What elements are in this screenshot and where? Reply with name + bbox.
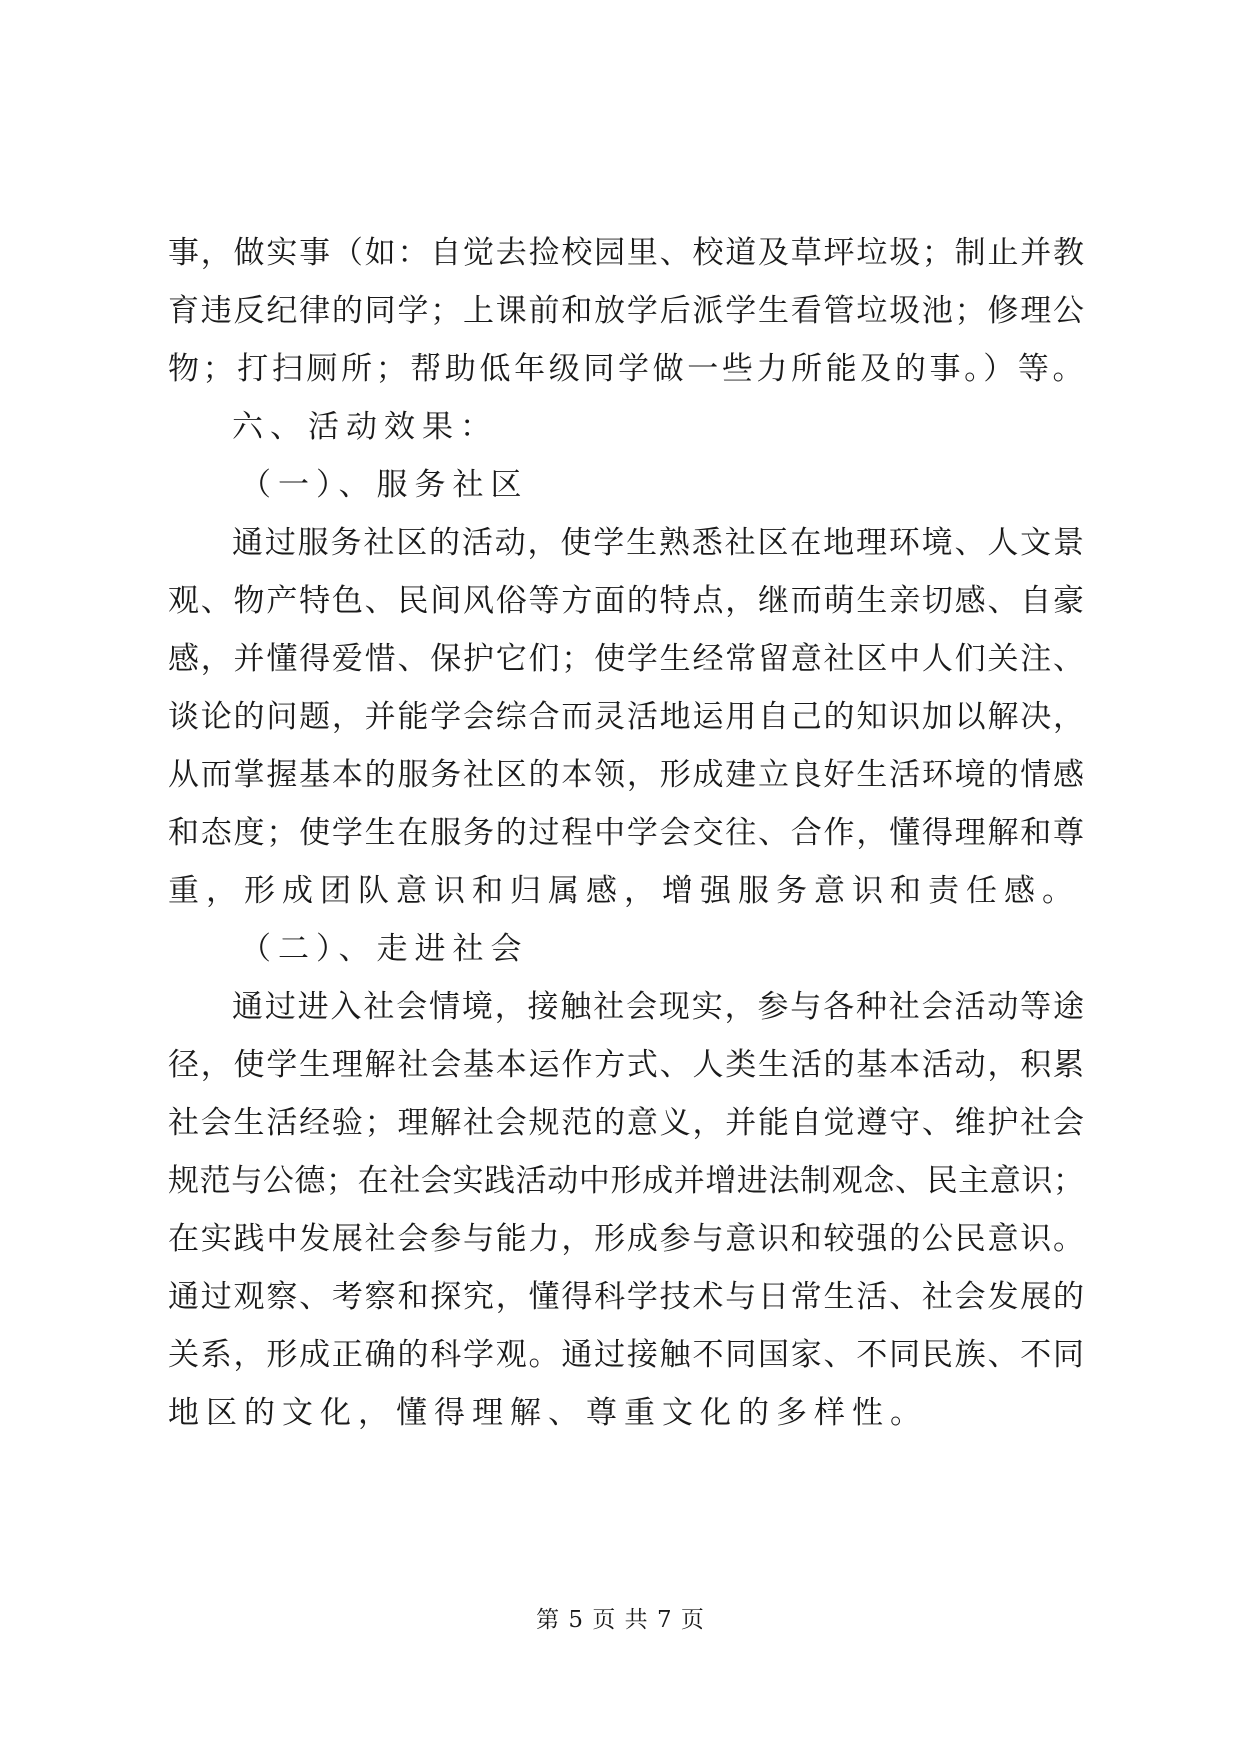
subsection-heading: （二）、走进社会 — [240, 931, 529, 967]
body-text-line: 谈论的问题，并能学会综合而灵活地运用自己的知识加以解决， — [168, 699, 1086, 735]
body-text-line: 从而掌握基本的服务社区的本领，形成建立良好生活环境的情感 — [168, 757, 1086, 793]
body-text-line: 事，做实事（如：自觉去捡校园里、校道及草坪垃圾；制止并教 — [168, 235, 1086, 271]
body-text-line: 通过服务社区的活动，使学生熟悉社区在地理环境、人文景 — [232, 525, 1086, 561]
body-text-line: 地区的文化，懂得理解、尊重文化的多样性。 — [168, 1395, 928, 1431]
body-text-line: 和态度；使学生在服务的过程中学会交往、合作，懂得理解和尊 — [168, 815, 1086, 851]
body-text-line: 社会生活经验；理解社会规范的意义，并能自觉遵守、维护社会 — [168, 1105, 1086, 1141]
body-text-line: 物；打扫厕所；帮助低年级同学做一些力所能及的事。）等。 — [168, 351, 1088, 387]
body-text-line: 规范与公德；在社会实践活动中形成并增进法制观念、民主意识； — [168, 1163, 1085, 1199]
body-text-line: 通过进入社会情境，接触社会现实，参与各种社会活动等途 — [232, 989, 1086, 1025]
body-text-line: 在实践中发展社会参与能力，形成参与意识和较强的公民意识。 — [168, 1221, 1086, 1257]
body-text-line: 重，形成团队意识和归属感，增强服务意识和责任感。 — [168, 873, 1080, 909]
page-number-footer: 第 5 页 共 7 页 — [536, 1607, 705, 1633]
body-text-line: 径，使学生理解社会基本运作方式、人类生活的基本活动，积累 — [168, 1047, 1086, 1083]
body-text-line: 关系，形成正确的科学观。通过接触不同国家、不同民族、不同 — [168, 1337, 1086, 1373]
section-heading: 六、活动效果： — [232, 409, 498, 445]
body-text-line: 观、物产特色、民间风俗等方面的特点，继而萌生亲切感、自豪 — [168, 583, 1086, 619]
body-text-line: 育违反纪律的同学；上课前和放学后派学生看管垃圾池；修理公 — [168, 293, 1086, 329]
body-text-line: 通过观察、考察和探究，懂得科学技术与日常生活、社会发展的 — [168, 1279, 1086, 1315]
body-text-line: 感，并懂得爱惜、保护它们；使学生经常留意社区中人们关注、 — [168, 641, 1086, 677]
subsection-heading: （一）、服务社区 — [240, 467, 529, 503]
